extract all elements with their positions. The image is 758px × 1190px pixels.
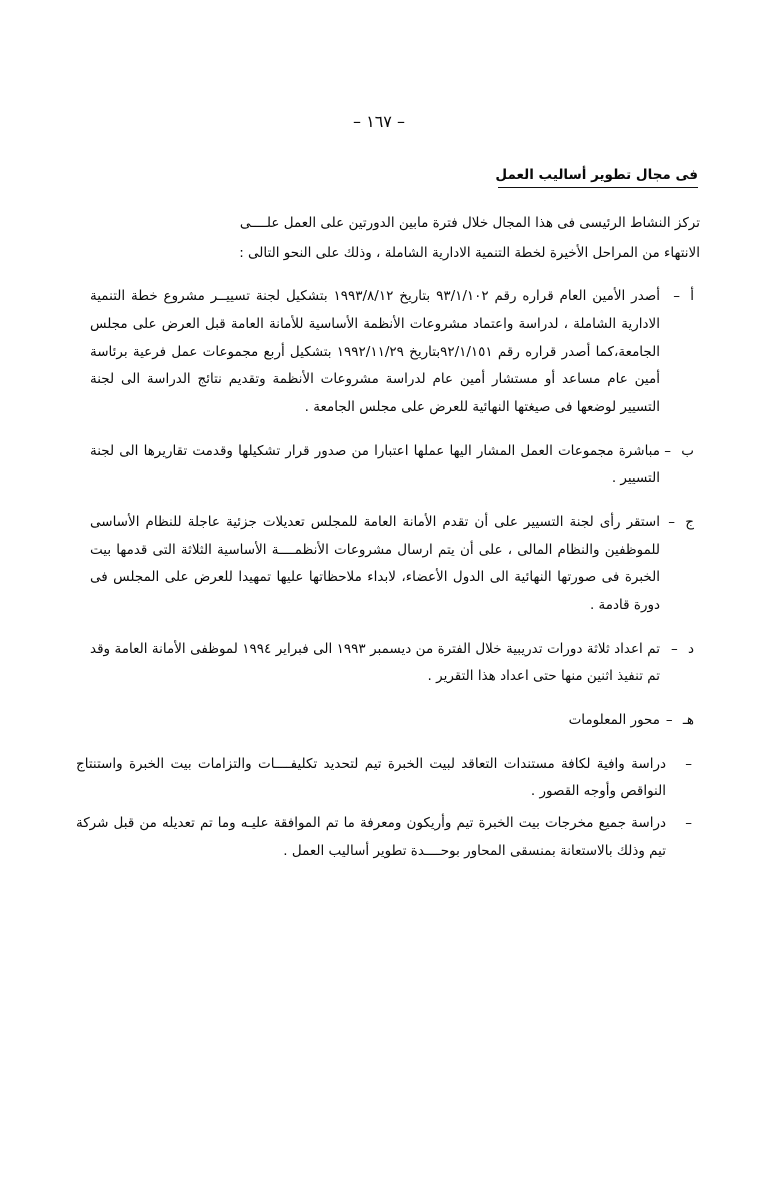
subitem-body bbox=[60, 810, 666, 865]
item-marker-letter: هـ bbox=[682, 712, 694, 729]
list-item bbox=[60, 283, 700, 421]
item-marker bbox=[660, 636, 700, 664]
subitem-marker: – bbox=[685, 815, 692, 832]
page-number: – ١٦٧ – bbox=[353, 112, 405, 131]
subitem-body bbox=[60, 751, 666, 806]
item-marker-dash: – bbox=[670, 640, 678, 657]
item-body bbox=[60, 707, 660, 735]
intro-line-2: الانتهاء من المراحل الأخيرة لخطة التنمية الادارية الشاملة ، وذلك على النحو التالى : bbox=[239, 244, 700, 261]
list-item bbox=[60, 438, 700, 493]
list-item bbox=[60, 636, 700, 691]
item-marker bbox=[660, 438, 700, 466]
intro-paragraph bbox=[90, 210, 700, 267]
item-marker-dash: – bbox=[668, 514, 675, 531]
list-item bbox=[60, 810, 700, 865]
subitems-list bbox=[60, 751, 700, 866]
item-body bbox=[60, 438, 660, 493]
item-marker bbox=[660, 509, 700, 537]
list-item bbox=[60, 707, 700, 735]
item-paragraph: تم اعداد ثلاثة دورات تدريبية خلال الفترة من ديسمبر ١٩٩٣ الى فبراير ١٩٩٤ لموظفى الأمانة العامة وقد تم تنفيذ اثنين منها حتى اعداد هذا التقرير . bbox=[90, 640, 660, 685]
item-body bbox=[60, 283, 660, 421]
subitem-paragraph: دراسة جميع مخرجات بيت الخبرة تيم وأريكون ومعرفة ما تم الموافقة عليـه وما تم تعديله من قبل شركة تيم وذلك بالاستعانة بمنسقى المحاور بوحــــدة تطوير أساليب العمل . bbox=[76, 815, 666, 859]
document-page bbox=[0, 112, 758, 1190]
item-marker-dash: – bbox=[664, 442, 671, 459]
item-marker-letter: ج bbox=[685, 514, 694, 531]
section-heading-underline bbox=[498, 187, 698, 188]
subitem-marker: – bbox=[685, 755, 692, 772]
section-heading-text: فى مجال تطوير أساليب العمل bbox=[495, 167, 698, 183]
item-marker-letter: أ bbox=[690, 288, 694, 305]
item-body bbox=[60, 636, 660, 691]
item-marker-dash: – bbox=[665, 712, 673, 729]
item-subheading: محور المعلومات bbox=[568, 712, 660, 729]
list-item bbox=[60, 751, 700, 806]
item-marker-letter: د bbox=[687, 640, 694, 657]
intro-line-1: تركز النشاط الرئيسى فى هذا المجال خلال فترة مابين الدورتين على العمل علــــى bbox=[239, 215, 700, 231]
items-list bbox=[60, 283, 700, 865]
item-paragraph: استقر رأى لجنة التسيير على أن تقدم الأمانة العامة للمجلس تعديلات جزئية عاجلة للنظام الأساسى للموظفين والنظام المالى ، على أن يتم ارسال مشروعات الأنظمــــة الأساسية الثلاثة التى قدمها بيت الخبرة فى صورتها النهائية الى الدول الأعضاء، لابداء ملاحظاتها عليها تمهيدا للعرض على المجلس فى دورة قادمة . bbox=[90, 514, 660, 614]
list-item bbox=[60, 509, 700, 620]
item-marker-dash: – bbox=[673, 288, 680, 305]
item-marker bbox=[660, 283, 700, 311]
item-paragraph: أصدر الأمين العام قراره رقم ٩٣/١/١٠٢ بتاريخ ١٩٩٣/٨/١٢ بتشكيل لجنة تسييــر مشروع خطة التنمية الادارية الشاملة ، لدراسة واعتماد مشروعات الأنظمة الأساسية للأمانة العامة قبل العرض على مجلس الجامعة،كما أصدر قراره رقم ٩٢/١/١٥١بتاريخ ١٩٩٢/١١/٢٩ بتشكيل أربع مجموعات عمل فرعية برئاسة أمين عام مساعد أو مستشار أمين عام لدراسة مشروعات الأنظمة وتقديم نتائج الدراسة الى لجنة التسيير لوضعها فى صيغتها النهائية للعرض على مجلس الجامعة . bbox=[90, 288, 661, 416]
item-body bbox=[60, 509, 660, 620]
item-marker bbox=[660, 707, 700, 735]
section-heading bbox=[0, 167, 698, 188]
item-marker-letter: ب bbox=[681, 442, 694, 459]
subitem-paragraph: دراسة وافية لكافة مستندات التعاقد لبيت الخبرة تيم لتحديد تكليفــــات والتزامات بيت الخبرة واستنتاج النواقص وأوجه القصور . bbox=[76, 755, 666, 800]
item-paragraph: مباشرة مجموعات العمل المشار اليها عملها اعتبارا من صدور قرار تشكيلها وقدمت تقاريرها الى لجنة التسيير . bbox=[90, 442, 660, 487]
